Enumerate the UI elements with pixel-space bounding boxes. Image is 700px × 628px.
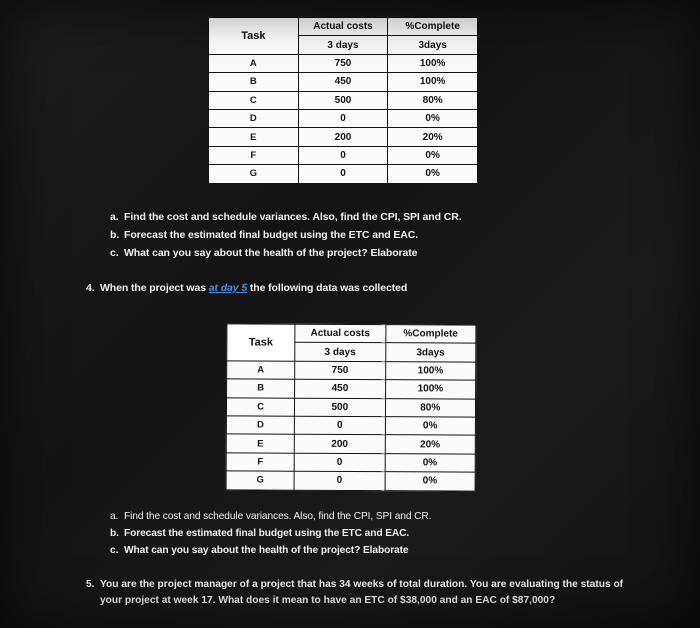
table-row [209,54,478,72]
pct-cell: 100% [385,361,476,380]
days-header: 3days [385,343,476,362]
days-header: 3 days [295,343,386,362]
table-row [227,361,476,381]
table-row [226,453,475,473]
item-4-number: 4. [86,282,95,294]
pct-cell: 0% [388,165,478,183]
pct-cell: 80% [385,398,476,417]
item-4-before: When the project was [100,282,209,294]
pct-cell: 0% [388,146,478,164]
item-5-number: 5. [86,579,95,590]
task-cell: B [227,379,295,398]
table-row [226,416,475,436]
pct-cell: 0% [385,453,476,472]
cost-cell: 450 [298,73,388,91]
table-row [209,91,478,109]
pct-cell: 100% [388,54,478,72]
question-c: c. What can you say about the health of the project? Elaborate [110,247,418,259]
item-5-text: You are the project manager of a project that has 34 weeks of total duration. You are evaluating the status of your project at week 17. What does it mean to have an ETC of $38,000 and an EAC of $87,000? [100,579,624,606]
pct-cell: 100% [388,73,478,91]
complete-header: %Complete [385,325,476,344]
task-cell: G [226,471,294,490]
cost-cell: 450 [295,379,386,398]
cost-table-2 [226,323,477,491]
item-5 [86,577,646,608]
pct-cell: 0% [385,417,476,436]
days-header: 3days [388,36,478,54]
question-a: a. Find the cost and schedule variances. Also, find the CPI, SPI and CR. [110,211,462,223]
pct-cell: 100% [385,380,476,399]
cost-cell: 750 [298,54,388,72]
task-cell: D [209,109,299,127]
table-row [226,434,475,454]
cost-cell: 500 [298,91,388,109]
table-row [227,379,476,399]
pct-cell: 0% [385,472,476,491]
cost-cell: 0 [294,416,385,435]
task-header: Task [227,324,295,361]
task-cell: B [209,73,299,91]
pct-cell: 20% [385,435,476,454]
task-cell: E [226,434,294,453]
complete-header: %Complete [388,18,478,36]
task-cell: C [226,397,294,416]
table-row [209,109,478,127]
pct-cell: 20% [388,128,478,146]
table-row [226,471,475,491]
cost-cell: 0 [298,109,388,127]
task-cell: G [209,165,299,183]
task-cell: F [226,453,294,472]
days-header: 3 days [298,36,388,54]
question-b-2: b. Forecast the estimated final budget using the ETC and EAC. [110,528,410,539]
day-5-link[interactable]: at day 5 [208,282,248,294]
table-row [226,397,475,417]
task-header: Task [209,18,299,55]
cost-cell: 0 [298,165,388,183]
task-cell: C [209,91,299,109]
table-row [209,146,478,164]
task-cell: F [209,146,299,164]
table-row [209,128,478,146]
table-row [209,165,478,183]
item-4-after: the following data was collected [247,282,408,294]
cost-cell: 0 [298,146,388,164]
task-cell: D [226,416,294,435]
actual-costs-header: Actual costs [295,324,386,343]
cost-table-1 [208,17,478,184]
pct-cell: 80% [388,91,478,109]
cost-cell: 0 [294,453,385,472]
pct-cell: 0% [388,109,478,127]
cost-cell: 200 [294,435,385,454]
question-a-2: a. Find the cost and schedule variances. Also, find the CPI, SPI and CR. [110,511,432,522]
cost-cell: 0 [294,471,385,490]
question-c-2: c. What can you say about the health of the project? Elaborate [110,545,409,556]
task-cell: A [227,361,295,380]
task-cell: E [209,128,299,146]
table-row [209,73,478,91]
cost-cell: 500 [295,398,386,417]
actual-costs-header: Actual costs [298,18,388,36]
question-b: b. Forecast the estimated final budget using the ETC and EAC. [110,229,419,241]
cost-cell: 200 [298,128,388,146]
cost-cell: 750 [295,361,386,380]
item-4 [86,282,407,294]
task-cell: A [209,54,299,72]
